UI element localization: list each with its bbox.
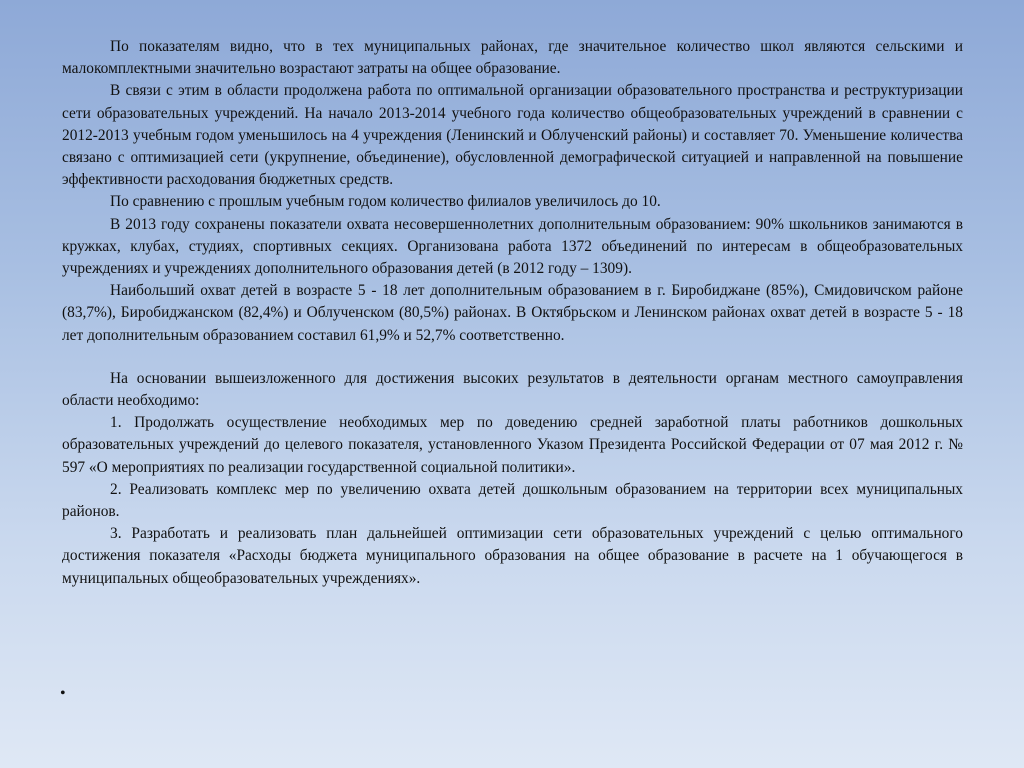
list-item: 2. Реализовать комплекс мер по увеличению охвата детей дошкольным образованием на территории всех муниципальных районов.	[62, 480, 963, 521]
paragraph: В связи с этим в области продолжена работа по оптимальной организации образовательного пространства и реструктуризации сети образовательных учреждений. На начало 2013-2014 учебного года количество общеобразовательных учреждений в сравнении с 2012-2013 учебным годом уменьшилось на 4 учреждения (Ленинский и Облученский районы) и составляет 70. Уменьшение количества связано с оптимизацией сети (укрупнение, объединение), обусловленной демографической ситуацией и направленной на повышение эффективности расходования бюджетных средств.	[62, 82, 963, 189]
paragraph: Наибольший охват детей в возрасте 5 - 18 лет дополнительным образованием в г. Биробиджане (85%), Смидовичском районе (83,7%), Биробиджанском (82,4%) и Облученском (80,5%) районах. В Октябрьском и Ленинском районах охват детей в возрасте 5 - 18 лет дополнительным образованием составил 61,9% и 52,7% соответственно.	[62, 282, 963, 344]
text-block-bottom	[62, 368, 963, 590]
list-item: 3. Разработать и реализовать план дальнейшей оптимизации сети образовательных учреждений с целью оптимального достижения показателя «Расходы бюджета муниципального образования на общее образование в расчете на 1 обучающегося в муниципальных общеобразовательных учреждениях».	[62, 525, 963, 587]
paragraph: В 2013 году сохранены показатели охвата несовершеннолетних дополнительным образованием: 90% школьников занимаются в кружках, клубах, студиях, спортивных секциях. Организована работа 1372 объединений по интересам в общеобразовательных учреждениях и учреждениях дополнительного образования детей (в 2012 году – 1309).	[62, 215, 963, 278]
paragraph: По сравнению с прошлым учебным годом количество филиалов увеличилось до 10.	[110, 193, 661, 211]
list-item: 1. Продолжать осуществление необходимых мер по доведению средней заработной платы работников дошкольных образовательных учреждений до целевого показателя, установленного Указом Президента Российской Федерации от 07 мая 2012 г. № 597 «О мероприятиях по реализации государственной социальной политики».	[62, 414, 963, 476]
text-block-top	[62, 36, 963, 347]
bullet-mark: •	[60, 685, 66, 702]
paragraph-gap	[62, 347, 963, 368]
paragraph: На основании вышеизложенного для достижения высоких результатов в деятельности органам местного самоуправления области необходимо:	[62, 369, 963, 410]
paragraph: По показателям видно, что в тех муниципальных районах, где значительное количество школ являются сельскими и малокомплектными значительно возрастают затраты на общее образование.	[62, 38, 963, 78]
